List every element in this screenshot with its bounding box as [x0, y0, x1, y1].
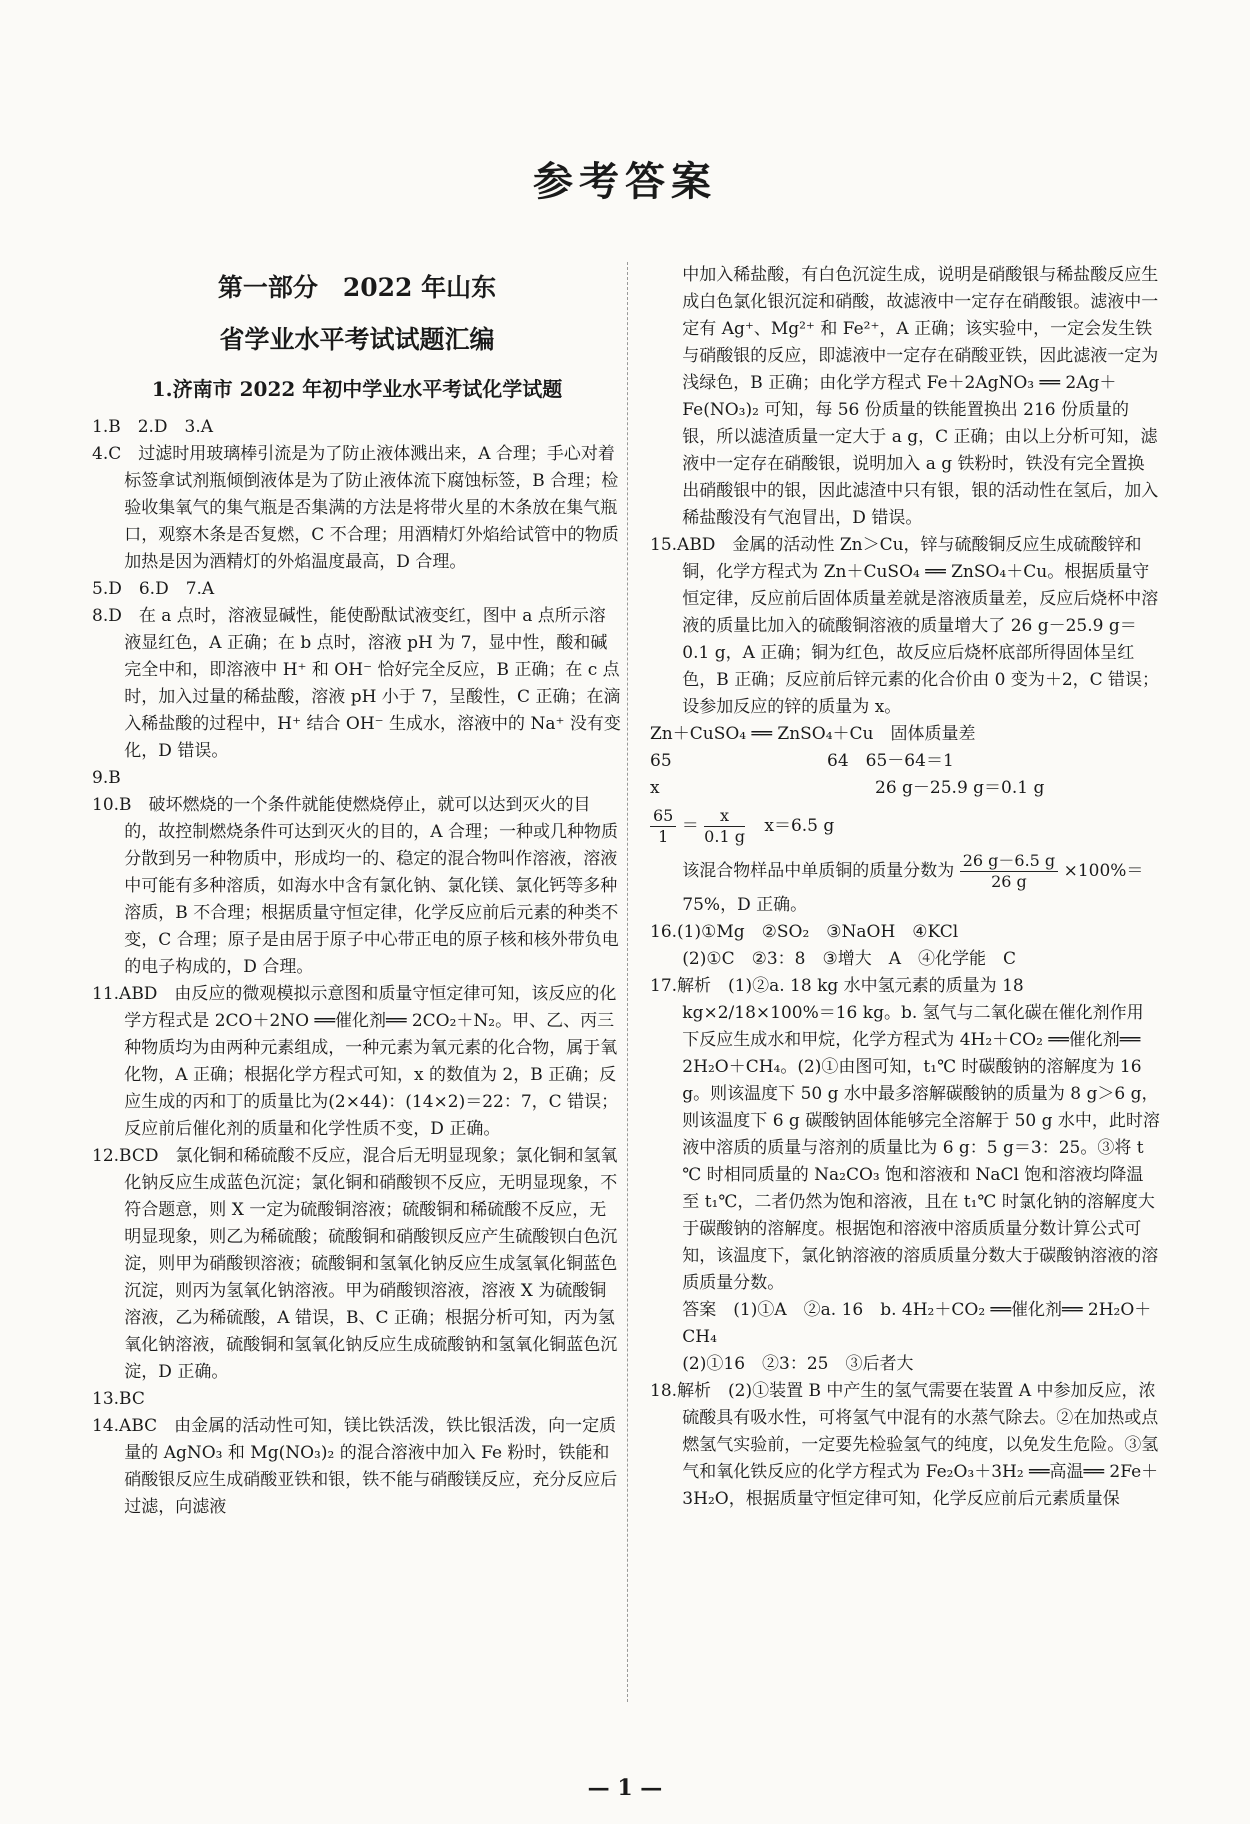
- calc-text: 64 65－64＝1: [827, 751, 954, 771]
- right-column: [650, 262, 1160, 1513]
- section-title: 1.济南市 2022 年初中学业水平考试化学试题: [151, 377, 563, 401]
- answer-item-16-2: (2)①C ②3：8 ③增大 A ④化学能 C: [682, 949, 1017, 969]
- fraction-den: 26 g: [991, 872, 1027, 891]
- fraction-den: 0.1 g: [704, 827, 745, 846]
- fraction-num: x: [704, 806, 745, 827]
- calc-text: 26 g－25.9 g＝0.1 g: [875, 778, 1045, 798]
- answer-item-17: 17.解析 (1)②a. 18 kg 水中氢元素的质量为 18 kg×2/18×100%＝16 kg。b. 氢气与二氧化碳在催化剂作用下反应生成水和甲烷，化学方程式为 4H₂＋CO₂ ══催化剂══ 2H₂O＋CH₄。(2)①由图可知，t₁℃ 时碳酸钠的溶解度为 16 g。则该温度下 50 g 水中最多溶解碳酸钠的质量为 8 g＞6 g，则该温度下 6 g 碳酸钠固体能够完全溶解于 50 g 水中，此时溶液中溶质的质量与溶剂的质量比为 6 g：5 g＝3：25。③将 t ℃ 时相同质量的 Na₂CO₃ 饱和溶液和 NaCl 饱和溶液均降温至 t₁℃，二者仍然为饱和溶液，且在 t₁℃ 时氯化钠的溶解度大于碳酸钠的溶解度。根据饱和溶液中溶质质量分数计算公式可知，该温度下，氯化钠溶液的溶质质量分数大于碳酸钠溶液的溶质质量分数。: [650, 976, 1160, 1293]
- answer-item: 14.ABC 由金属的活动性可知，镁比铁活泼，铁比银活泼，向一定质量的 AgNO₃ 和 Mg(NO₃)₂ 的混合溶液中加入 Fe 粉时，铁能和硝酸银反应生成硝酸亚铁和银，铁不能与硝酸镁反应，充分反应后过滤，向滤液: [92, 1416, 618, 1517]
- answer-continuation: 中加入稀盐酸，有白色沉淀生成，说明是硝酸银与稀盐酸反应生成白色氯化银沉淀和硝酸，故滤液中一定存在硝酸银。滤液中一定有 Ag⁺、Mg²⁺ 和 Fe²⁺，A 正确；该实验中，一定会发生铁与硝酸银的反应，即滤液中一定存在硝酸亚铁，因此滤液一定为浅绿色，B 正确；由化学方程式 Fe＋2AgNO₃ ══ 2Ag＋Fe(NO₃)₂ 可知，每 56 份质量的铁能置换出 216 份质量的银，所以滤渣质量一定大于 a g，C 正确；由以上分析可知，滤液中一定存在硝酸银，说明加入 a g 铁粉时，铁没有完全置换出硝酸银中的银，因此滤渣中只有银，银的活动性在氢后，加入稀盐酸没有气泡冒出，D 错误。: [682, 265, 1159, 528]
- calc-text: ×100%＝75%，D 正确。: [682, 861, 1144, 915]
- answer-17-key: 答案 (1)①A ②a. 16 b. 4H₂＋CO₂ ══催化剂══ 2H₂O＋CH₄: [682, 1300, 1152, 1347]
- column-divider: [627, 262, 628, 1702]
- calc-text: x: [650, 778, 660, 798]
- calc-line: [650, 775, 1160, 802]
- page-title: 参考答案: [533, 158, 717, 205]
- answer-item: 13.BC: [92, 1389, 145, 1409]
- page-number: — 1 —: [587, 1775, 663, 1801]
- answer-item: 9.B: [92, 768, 121, 788]
- calc-result: x＝6.5 g: [764, 816, 835, 836]
- answer-item-15: 15.ABD 金属的活动性 Zn＞Cu，锌与硫酸铜反应生成硫酸锌和铜，化学方程式为 Zn＋CuSO₄ ══ ZnSO₄＋Cu。根据质量守恒定律，反应前后固体质量差就是溶液质量差，反应后烧杯中溶液的质量比加入的硫酸铜溶液的质量增大了 26 g－25.9 g＝0.1 g，A 正确；铜为红色，故反应后烧杯底部所得固体呈红色，B 正确；反应前后锌元素的化合价由 0 变为＋2，C 错误；设参加反应的锌的质量为 x。: [650, 535, 1160, 717]
- calc-percent-line: [650, 851, 1160, 919]
- calc-line: Zn＋CuSO₄ ══ ZnSO₄＋Cu 固体质量差: [650, 724, 976, 744]
- answer-item-16: 16.(1)①Mg ②SO₂ ③NaOH ④KCl: [650, 922, 959, 942]
- answer-17-key-2: (2)①16 ②3：25 ③后者大: [682, 1354, 914, 1374]
- fraction: [960, 851, 1058, 892]
- calc-text: 65: [650, 751, 672, 771]
- part-title-line-2: 省学业水平考试试题汇编: [219, 325, 495, 354]
- fraction-den: 1: [658, 827, 669, 846]
- answer-item-18: 18.解析 (2)①装置 B 中产生的氢气需要在装置 A 中参加反应，浓硫酸具有吸水性，可将氢气中混有的水蒸气除去。②在加热或点燃氢气实验前，一定要先检验氢气的纯度，以免发生危险。③氢气和氧化铁反应的化学方程式为 Fe₂O₃＋3H₂ ══高温══ 2Fe＋3H₂O，根据质量守恒定律可知，化学反应前后元素质量保: [650, 1381, 1159, 1509]
- answer-item: 5.D 6.D 7.A: [92, 579, 215, 599]
- fraction: [704, 806, 745, 847]
- answer-item: 8.D 在 a 点时，溶液显碱性，能使酚酞试液变红，图中 a 点所示溶液显红色，A 正确；在 b 点时，溶液 pH 为 7，显中性，酸和碱完全中和，即溶液中 H⁺ 和 OH⁻ 恰好完全反应，B 正确；在 c 点时，加入过量的稀盐酸，溶液 pH 小于 7，呈酸性，C 正确；在滴入稀盐酸的过程中，H⁺ 结合 OH⁻ 生成水，溶液中的 Na⁺ 没有变化，D 错误。: [92, 606, 621, 761]
- calc-text: 该混合物样品中单质铜的质量分数为: [682, 861, 955, 881]
- answer-item: 10.B 破坏燃烧的一个条件就能使燃烧停止，就可以达到灭火的目的，故控制燃烧条件可达到灭火的目的，A 合理；一种或几种物质分散到另一种物质中，形成均一的、稳定的混合物叫作溶液，溶液中可能有多种溶质，如海水中含有氯化钠、氯化镁、氯化钙等多种溶质，B 不合理；根据质量守恒定律，化学反应前后元素的种类不变，C 合理；原子是由居于原子中心带正电的原子核和核外带负电的电子构成的，D 合理。: [92, 795, 619, 977]
- fraction: [650, 806, 676, 847]
- part-title: [92, 262, 622, 366]
- part-title-line-1: 第一部分 2022 年山东: [217, 273, 497, 302]
- answer-item: 12.BCD 氯化铜和稀硫酸不反应，混合后无明显现象；氯化铜和氢氧化钠反应生成蓝色沉淀；氯化铜和硝酸钡不反应，无明显现象，不符合题意，则 X 一定为硫酸铜溶液；硫酸铜和稀硫酸不反应，无明显现象，则乙为稀硫酸；硫酸铜和硝酸钡反应产生硫酸钡白色沉淀，则甲为硝酸钡溶液；硫酸铜和氢氧化钠反应生成氢氧化铜蓝色沉淀，则丙为氢氧化钠溶液。甲为硝酸钡溶液，溶液 X 为硫酸铜溶液，乙为稀硫酸，A 错误，B、C 正确；根据分析可知，丙为氢氧化钠溶液，硫酸铜和氢氧化钠反应生成硫酸钠和氢氧化铜蓝色沉淀，D 正确。: [92, 1146, 618, 1382]
- fraction-num: 26 g－6.5 g: [960, 851, 1058, 872]
- calc-line: [650, 748, 1160, 775]
- answer-item: 11.ABD 由反应的微观模拟示意图和质量守恒定律可知，该反应的化学方程式是 2CO＋2NO ══催化剂══ 2CO₂＋N₂。甲、乙、丙三种物质均为由两种元素组成，一种元素为氧元素的化合物，属于氧化物，A 正确；根据化学方程式可知，x 的数值为 2，B 正确；反应生成的丙和丁的质量比为(2×44)：(14×2)＝22：7，C 错误；反应前后催化剂的质量和化学性质不变，D 正确。: [92, 984, 619, 1139]
- calc-fraction-line: $\frac{65}{1}$ ＝ $\frac{x}{0.1 g}$ x＝6.5 g: [650, 806, 1160, 847]
- answer-item: 1.B 2.D 3.A: [92, 417, 214, 437]
- fraction-num: 65: [650, 806, 676, 827]
- left-column: [92, 262, 622, 1521]
- answer-item: 4.C 过滤时用玻璃棒引流是为了防止液体溅出来，A 合理；手心对着标签拿试剂瓶倾倒液体是为了防止液体流下腐蚀标签，B 合理；检验收集氧气的集气瓶是否集满的方法是将带火星的木条放在集气瓶口，观察木条是否复燃，C 不合理；用酒精灯外焰给试管中的物质加热是因为酒精灯的外焰温度最高，D 合理。: [92, 444, 619, 572]
